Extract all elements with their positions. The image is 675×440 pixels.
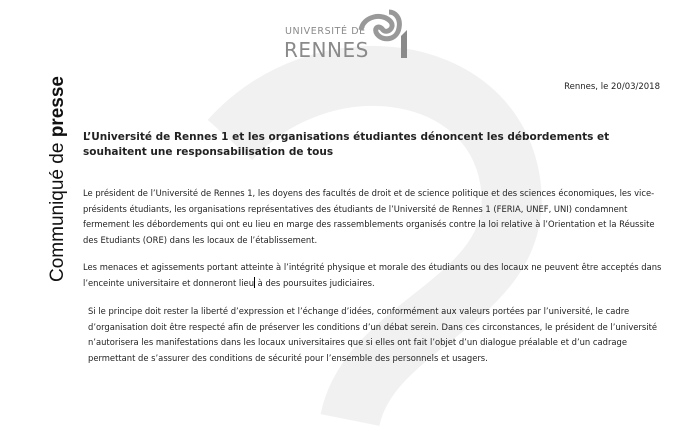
date: Rennes, le 20/03/2018 [564,82,660,92]
paragraph-2-part-b: à des poursuites judiciaires. [255,277,375,288]
press-title: L’Université de Rennes 1 et les organisations étudiantes dénoncent les débordements et souhaitent une responsabilisation de tous [83,131,610,158]
press-label-bold: presse [47,76,68,138]
paragraph-1: Le président de l’Université de Rennes 1, les doyens des facultés de droit et de science politique et des sciences économiques, les vice-présidents étudiants, les organisations représentatives des étudiants de l’Université de Rennes 1 (FERIA, UNEF, UNI) condamnent fermement les débordements qui ont eu lieu en marge des rassemblements organisés contre la loi relative à l’Orientation et la Réussite des Etudiants (ORE) dans les locaux de l’établissement. [83,188,655,245]
university-logo [283,8,413,62]
paragraph-2-part-a: Les menaces et agissements portant atteinte à l’intégrité physique et morale des étudiants ou des locaux ne peuvent être acceptés dans l’enceinte universitaire et donneront lieu [83,262,662,288]
paragraph-3: Si le principe doit rester la liberté d’expression et l’échange d’idées, conformément aux valeurs portées par l’université, le cadre d’organisation doit être respecté afin de préserver les conditions d’un débat serein. Dans ces circonstances, le président de l’université n’autorisera les manifestations dans les locaux universitaires que si elles ont fait l’objet d’un dialogue préalable et d’un cadrage permettant de s’assurer des conditions de sécurité pour l’ensemble des personnels et usagers. [88,306,657,363]
paragraph-2 [83,260,663,291]
logo-line2: RENNES [284,38,369,62]
logo-line1: UNIVERSITÉ DE [285,26,366,37]
logo-emblem-icon [343,8,413,58]
press-release-label [47,76,69,282]
press-label-prefix: Communiqué de [47,142,68,282]
